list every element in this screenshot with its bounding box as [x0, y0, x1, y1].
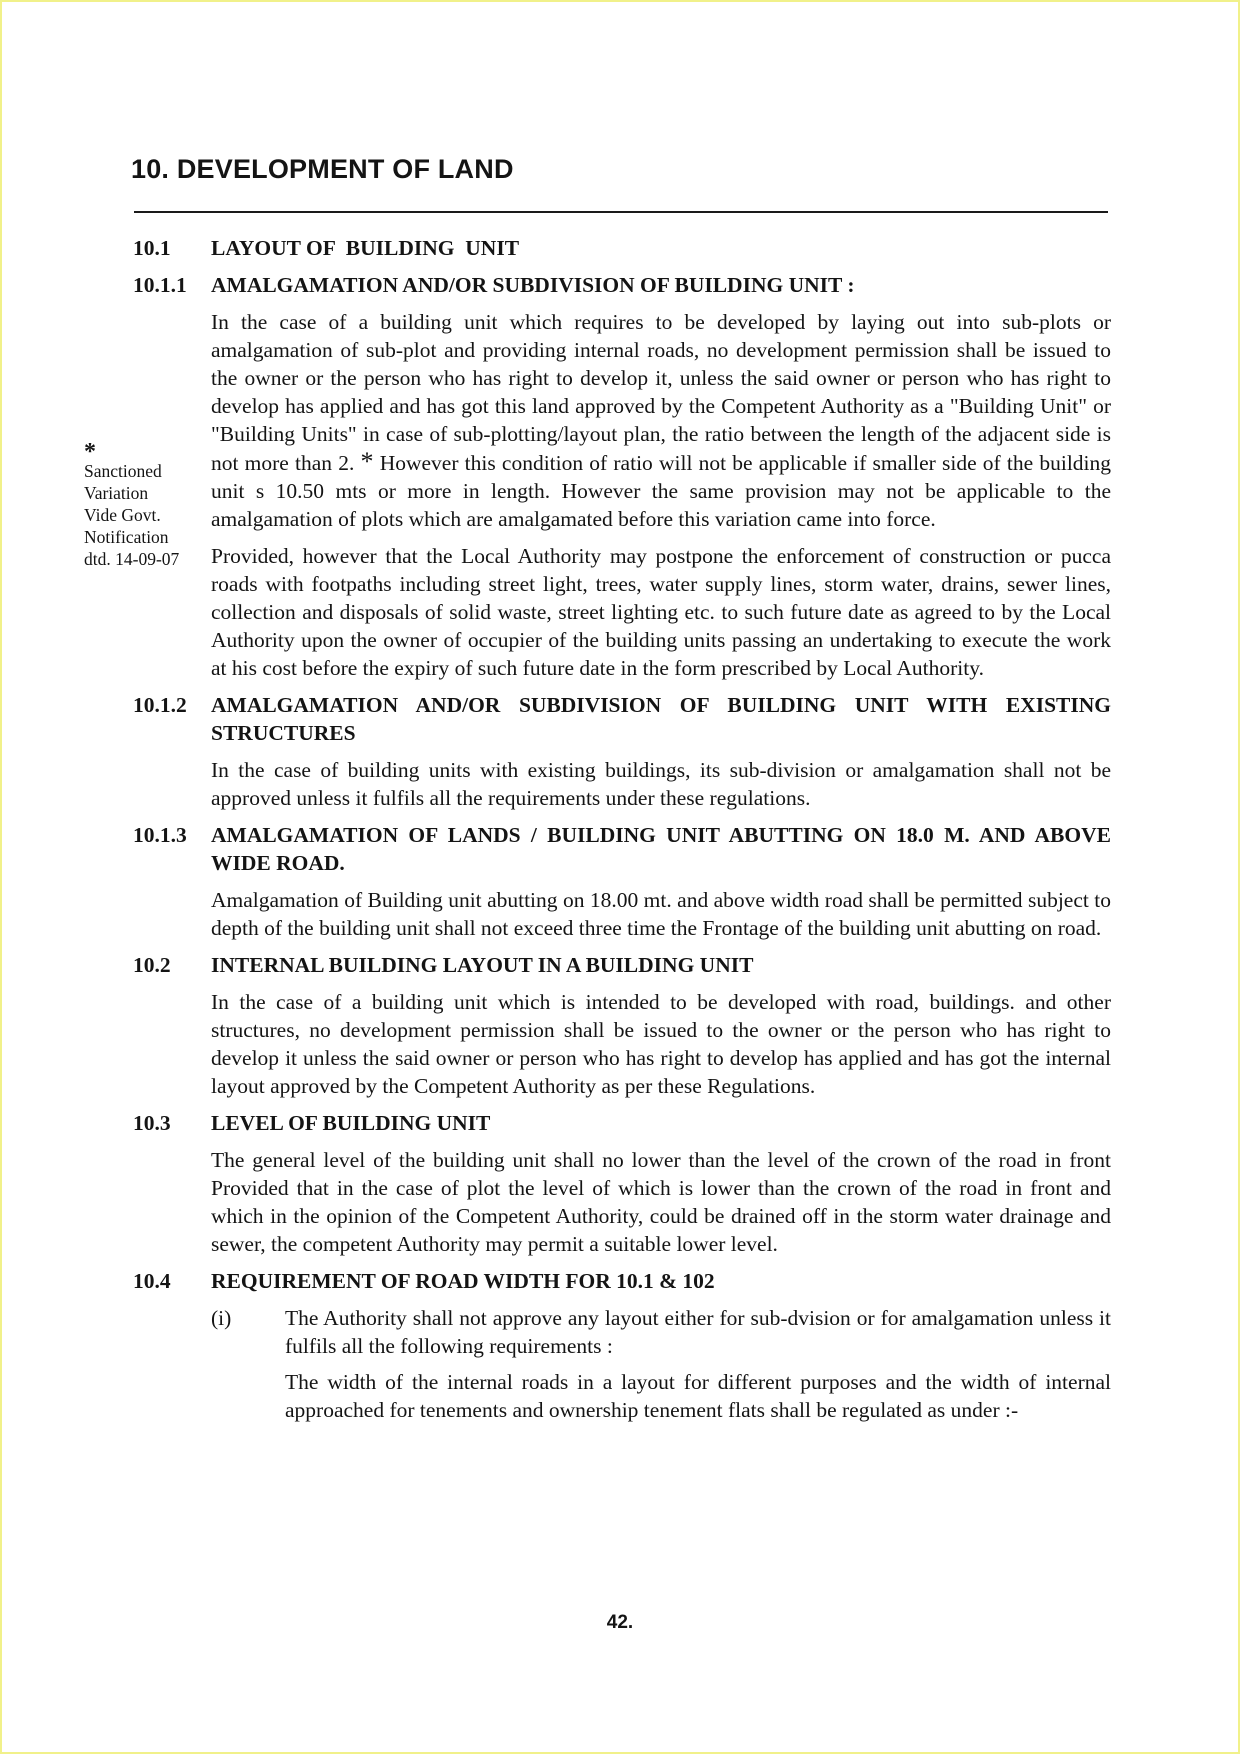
section-heading-10-1: [133, 234, 1111, 262]
section-number: 10.1.2: [133, 693, 187, 717]
side-note-line: Variation: [84, 483, 149, 503]
title-rule: [134, 211, 1108, 213]
page-number: 42.: [606, 1612, 634, 1633]
side-note-line: dtd. 14-09-07: [84, 549, 180, 569]
section-heading-10-4: [133, 1267, 1111, 1295]
section-heading-10-3: [133, 1109, 1111, 1137]
side-note-line: Notification: [84, 527, 169, 547]
paragraph-10-1-3: Amalgamation of Building unit abutting on 18.00 mt. and above width road shall be permitted subject to depth of the building unit shall not exceed three time the Frontage of the building unit abutting on road.: [211, 888, 1111, 940]
paragraph-10-1-1-a: [211, 308, 1111, 533]
section-number: 10.3: [133, 1111, 171, 1135]
side-note-line: Sanctioned: [84, 461, 162, 481]
section-number: 10.1.1: [133, 273, 187, 297]
section-number: 10.2: [133, 953, 171, 977]
paragraph-10-1-2: In the case of building units with existing buildings, its sub-division or amalgamation shall not be approved unless it fulfils all the requirements under these regulations.: [211, 758, 1111, 810]
side-note-line: Vide Govt.: [84, 505, 161, 525]
list-item-text: The Authority shall not approve any layout either for sub-dvision or for amalgamation unless it fulfils all the following requirements :: [285, 1306, 1111, 1358]
document-body: [133, 234, 1111, 1424]
paragraph-10-4-i: The width of the internal roads in a layout for different purposes and the width of internal approached for tenements and ownership tenement flats shall be regulated as under :-: [285, 1370, 1111, 1422]
section-number: 10.1: [133, 236, 171, 260]
chapter-title: 10. DEVELOPMENT OF LAND: [131, 154, 514, 184]
paragraph-10-3: The general level of the building unit shall no lower than the level of the crown of the road in front Provided that in the case of plot the level of which is lower than the crown of the road in front and which in the opinion of the Competent Authority, could be drained off in the storm water drainage and sewer, the competent Authority may permit a suitable lower level.: [211, 1148, 1111, 1256]
section-heading-10-2: [133, 951, 1111, 979]
list-marker: (i): [211, 1306, 232, 1330]
section-heading-10-1-1: [133, 271, 1111, 299]
section-heading-10-1-3: [133, 821, 1111, 877]
section-title: AMALGAMATION OF LANDS / BUILDING UNIT ABUTTING ON 18.0 M. AND ABOVE WIDE ROAD.: [211, 823, 1111, 875]
paragraph-text: In the case of a building unit which requires to be developed by laying out into sub-plots or amalgamation of sub-plot and providing internal roads, no development permission shall be issued to the owner or the person who has right to develop it, unless the said owner or person who has right to develop has applied and has got this land approved by the Competent Authority as a "Building Unit" or "Building Units" in case of sub-plotting/layout plan, the ratio between the length of the adjacent side is not more than 2.: [211, 310, 1111, 475]
list-item-i: [211, 1304, 1111, 1360]
paragraph-10-1-1-b: Provided, however that the Local Authority may postpone the enforcement of construction or pucca roads with footpaths including street light, trees, water supply lines, storm water, drains, sewer lines, collection and disposals of solid waste, street lighting etc. to such future date as agreed to by the Local Authority upon the owner of occupier of the building units passing an undertaking to execute the work at his cost before the expiry of such future date in the form prescribed by Local Authority.: [211, 544, 1111, 680]
section-title: AMALGAMATION AND/OR SUBDIVISION OF BUILDING UNIT :: [211, 273, 855, 297]
side-note-asterisk: *: [84, 439, 96, 465]
section-title: LAYOUT OF BUILDING UNIT: [211, 236, 520, 260]
section-number: 10.1.3: [133, 823, 187, 847]
section-title: REQUIREMENT OF ROAD WIDTH FOR 10.1 & 102: [211, 1269, 715, 1293]
paragraph-10-2: In the case of a building unit which is intended to be developed with road, buildings. and other structures, no development permission shall be issued to the owner or the person who has right to develop it unless the said owner or person who has right to develop has applied and has got the internal layout approved by the Competent Authority as per these Regulations.: [211, 990, 1111, 1098]
section-heading-10-1-2: [133, 691, 1111, 747]
variation-asterisk: *: [360, 447, 374, 476]
section-number: 10.4: [133, 1269, 171, 1293]
paragraph-text: However this condition of ratio will not be applicable if smaller side of the building unit s 10.50 mts or more in length. However the same provision may not be applicable to the amalgamation of plots which are amalgamated before this variation came into force.: [211, 451, 1112, 531]
section-title: LEVEL OF BUILDING UNIT: [211, 1111, 491, 1135]
section-title: INTERNAL BUILDING LAYOUT IN A BUILDING UNIT: [211, 953, 754, 977]
section-title: AMALGAMATION AND/OR SUBDIVISION OF BUILDING UNIT WITH EXISTING STRUCTURES: [211, 693, 1111, 745]
